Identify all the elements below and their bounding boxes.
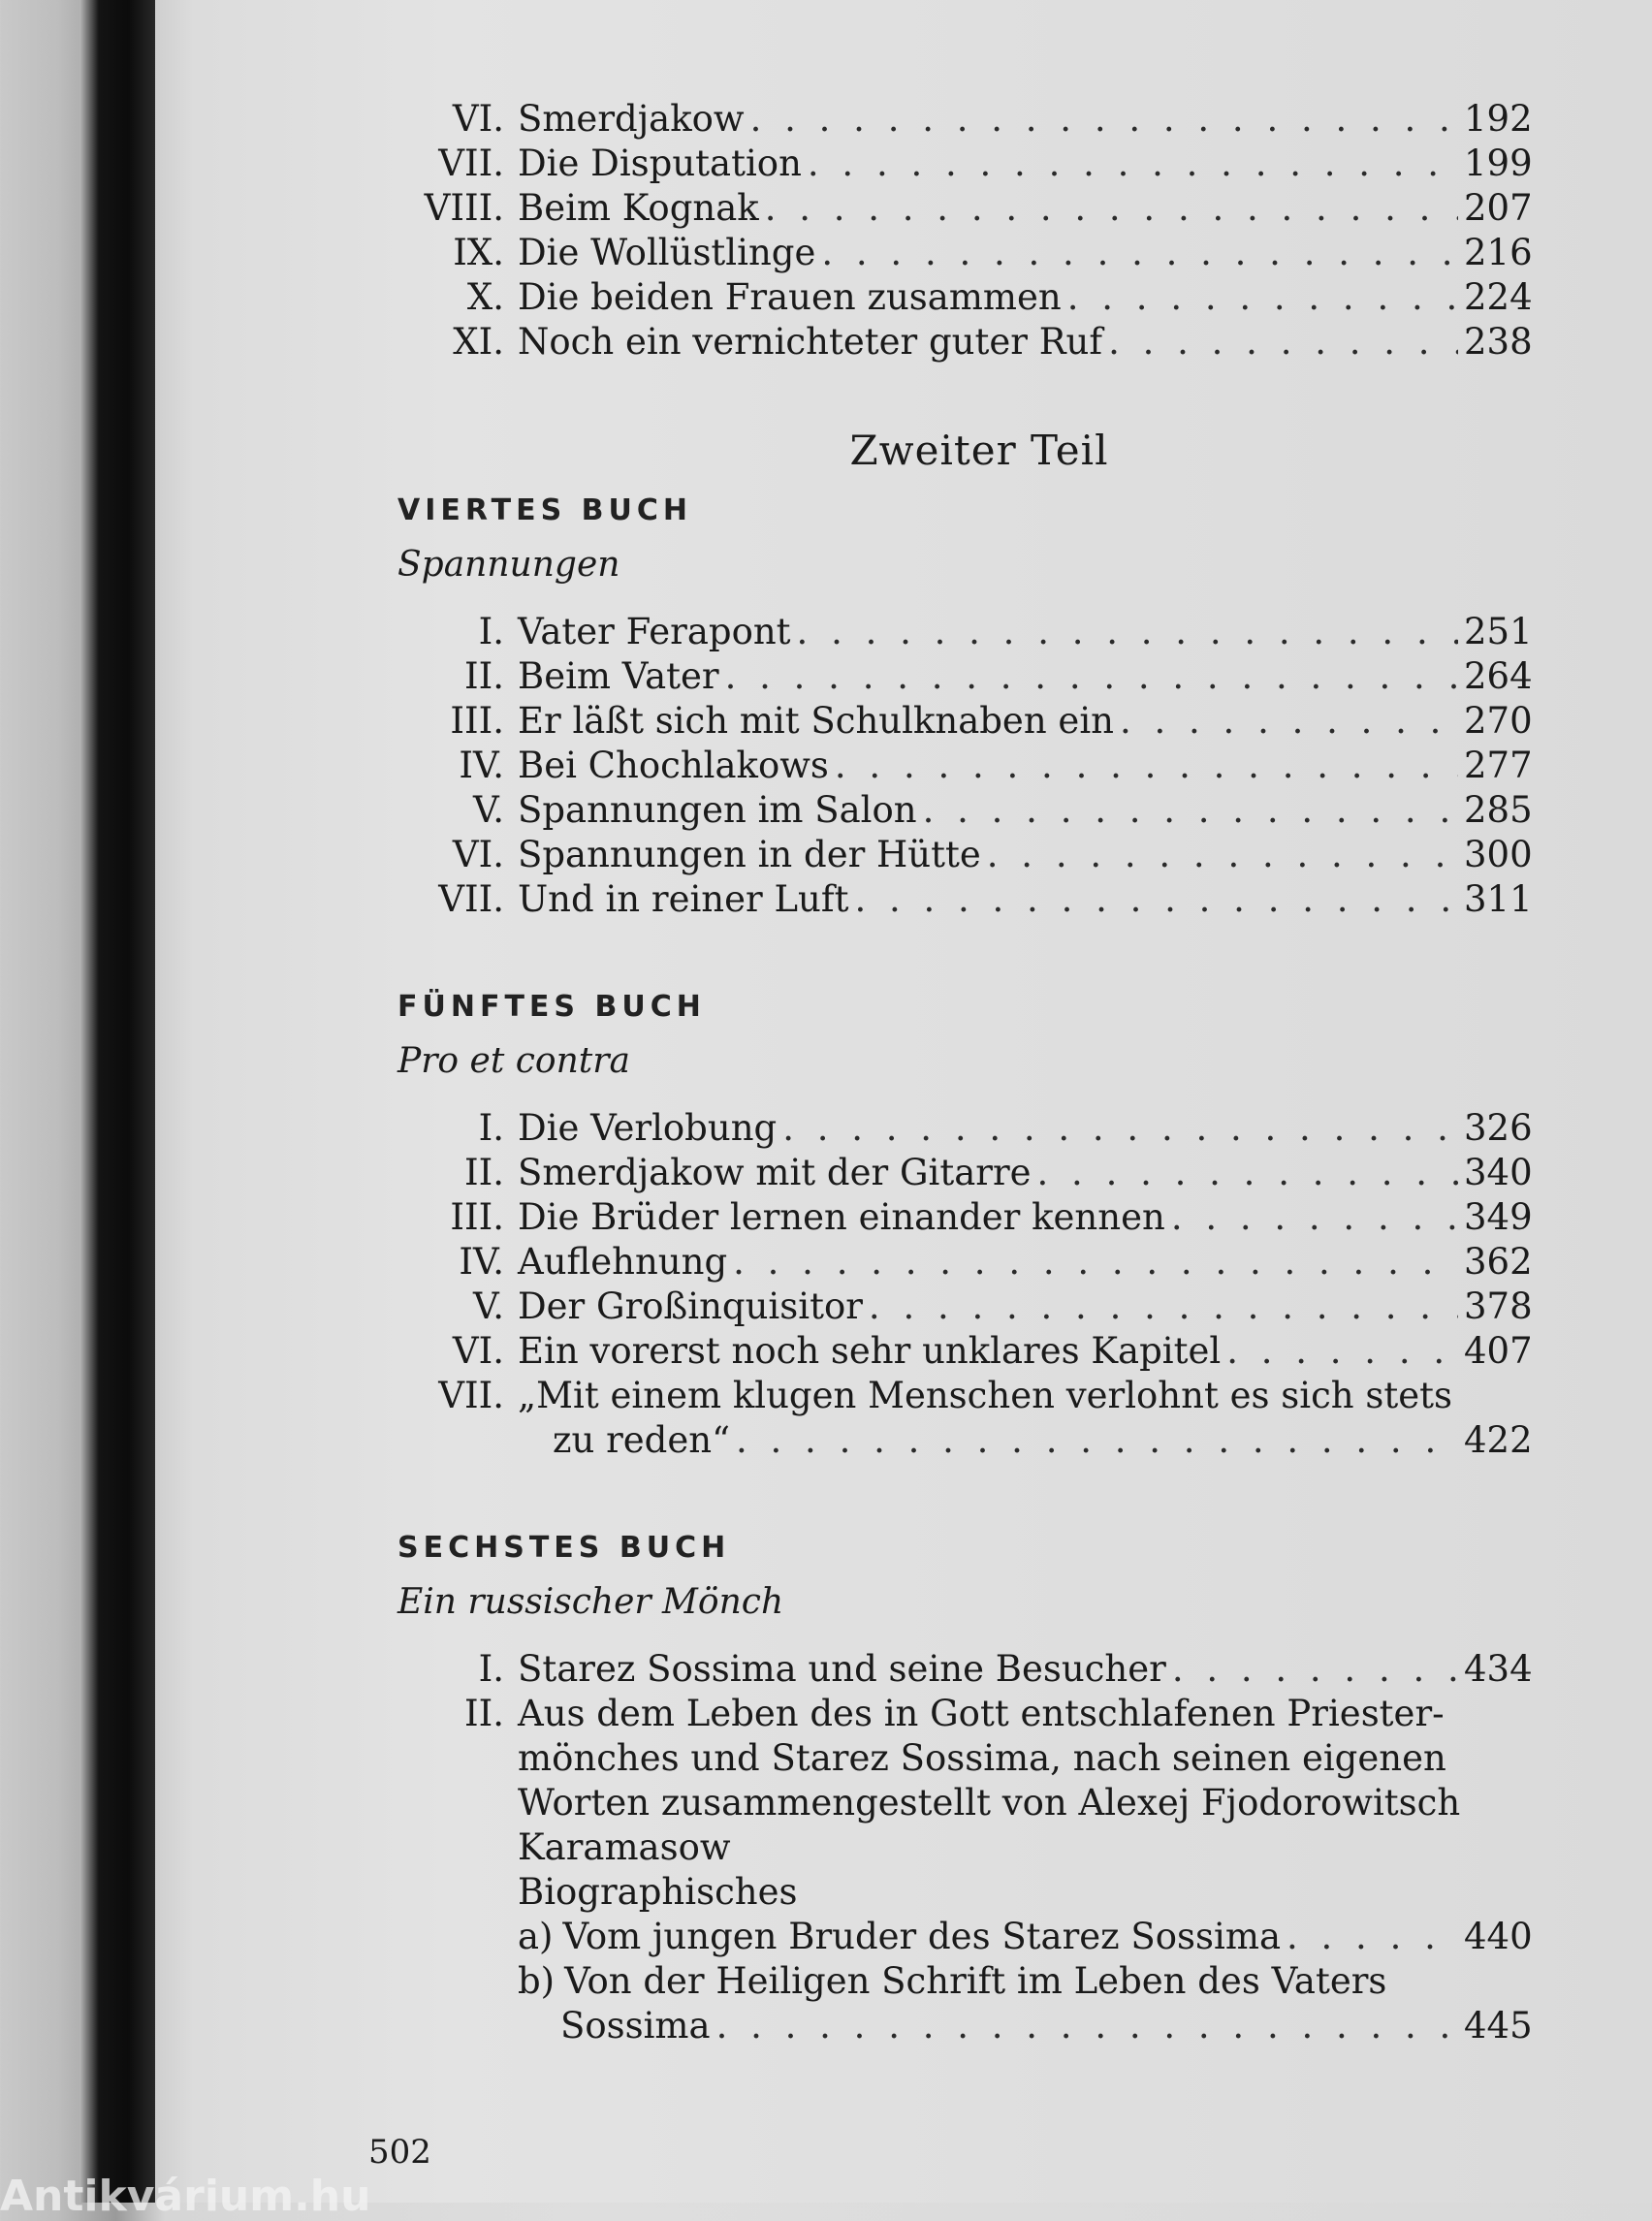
dot-leader	[835, 744, 1458, 788]
dot-leader	[750, 97, 1458, 142]
dot-leader	[765, 186, 1458, 231]
subsection-label: b)	[518, 1960, 556, 2002]
chapter-number: VII.	[438, 878, 504, 920]
chapter-title: Spannungen im Salon	[518, 789, 917, 831]
chapter-title: „Mit einem klugen Menschen verlohnt es sich stets	[518, 1375, 1452, 1416]
toc-entry	[397, 610, 1532, 654]
chapter-title: Starez Sossima und seine Besucher	[518, 1648, 1166, 1690]
page-number: 199	[1464, 143, 1533, 184]
page-number: 216	[1464, 232, 1533, 273]
chapter-number: IX.	[453, 232, 504, 273]
book-subtitle: Spannungen	[397, 545, 620, 585]
chapter-title: Er läßt sich mit Schulknaben ein	[518, 700, 1114, 742]
dot-leader	[854, 877, 1458, 922]
dot-leader	[1172, 1647, 1458, 1692]
chapter-title: Die beiden Frauen zusammen	[518, 276, 1062, 318]
toc-entry	[397, 186, 1532, 231]
chapter-number: I.	[478, 1648, 504, 1690]
page-number: 434	[1464, 1648, 1533, 1690]
toc-entry	[397, 654, 1532, 699]
subsection-title: Vom jungen Bruder des Starez Sossima	[562, 1916, 1282, 1957]
book-spine	[79, 0, 157, 2203]
dot-leader	[1287, 1915, 1458, 1959]
toc-entry	[397, 275, 1532, 320]
chapter-number: V.	[472, 789, 504, 831]
dot-leader	[1120, 699, 1458, 744]
chapter-number: IV.	[459, 1241, 504, 1283]
chapter-number: VIII.	[424, 187, 504, 229]
chapter-title: Die Disputation	[518, 143, 802, 184]
chapter-number: VI.	[452, 834, 504, 875]
chapter-title: Smerdjakow	[518, 98, 745, 140]
toc-entry	[397, 744, 1532, 788]
subsection-title: Von der Heiligen Schrift im Leben des Vaters	[564, 1960, 1387, 2002]
toc-entry	[397, 1374, 1532, 1418]
chapter-title: Ein vorerst noch sehr unklares Kapitel	[518, 1330, 1222, 1372]
page-number: 238	[1464, 321, 1533, 363]
chapter-number: I.	[478, 1107, 504, 1149]
dot-leader	[725, 654, 1458, 699]
chapter-number: X.	[466, 276, 504, 318]
page-number: 440	[1464, 1916, 1533, 1957]
dot-leader	[987, 833, 1458, 877]
chapter-title: Aus dem Leben des in Gott entschlafenen Priester-	[518, 1693, 1445, 1734]
toc-entry	[397, 877, 1532, 922]
book-title: VIERTES BUCH	[397, 493, 692, 527]
chapter-title: Bei Chochlakows	[518, 745, 829, 786]
chapter-title-line: mönches und Starez Sossima, nach seinen eigenen	[518, 1737, 1446, 1779]
toc-entry	[397, 833, 1532, 877]
page-number: 224	[1464, 276, 1533, 318]
watermark: Antikvárium.hu	[0, 2172, 371, 2221]
dot-leader	[797, 610, 1458, 654]
chapter-number: V.	[472, 1285, 504, 1327]
chapter-title: Vater Ferapont	[518, 611, 791, 652]
page-number: 422	[1464, 1419, 1533, 1461]
chapter-title: Beim Kognak	[518, 187, 759, 229]
toc-entry	[397, 1285, 1532, 1329]
dot-leader	[1037, 1151, 1458, 1195]
dot-leader	[782, 1106, 1458, 1151]
toc-entry	[397, 1195, 1532, 1240]
chapter-title: Beim Vater	[518, 655, 719, 697]
toc-entry	[397, 231, 1532, 275]
chapter-number: VI.	[452, 98, 504, 140]
dot-leader	[736, 1418, 1458, 1463]
page-number: 407	[1464, 1330, 1533, 1372]
page-number: 264	[1464, 655, 1533, 697]
page-number: 192	[1464, 98, 1533, 140]
chapter-title-line: Karamasow	[518, 1826, 731, 1868]
page-number: 207	[1464, 187, 1533, 229]
toc-entry-continuation	[397, 1418, 1532, 1463]
page-number: 378	[1464, 1285, 1533, 1327]
chapter-title: Smerdjakow mit der Gitarre	[518, 1152, 1032, 1193]
part-title: Zweiter Teil	[849, 427, 1109, 474]
page-number: 349	[1464, 1196, 1533, 1238]
chapter-number: II.	[464, 655, 504, 697]
dot-leader	[733, 1240, 1458, 1285]
page-number: 445	[1464, 2005, 1533, 2046]
toc-entry	[397, 1692, 1532, 1736]
chapter-title: Der Großinquisitor	[518, 1285, 863, 1327]
chapter-title: Die Brüder lernen einander kennen	[518, 1196, 1165, 1238]
page-number: 362	[1464, 1241, 1533, 1283]
toc-entry	[397, 1106, 1532, 1151]
subsection-label: a)	[518, 1916, 554, 1957]
page-number: 311	[1464, 878, 1533, 920]
page-number: 277	[1464, 745, 1533, 786]
dot-leader	[1171, 1195, 1458, 1240]
page-number: 326	[1464, 1107, 1533, 1149]
toc-entry	[397, 1647, 1532, 1692]
chapter-number: IV.	[459, 745, 504, 786]
first-block	[397, 97, 1532, 365]
book-title: SECHSTES BUCH	[397, 1531, 731, 1565]
chapter-number: VI.	[452, 1330, 504, 1372]
chapter-number: I.	[478, 611, 504, 652]
dot-leader	[716, 2004, 1458, 2048]
dot-leader	[1226, 1329, 1458, 1374]
toc-entry	[397, 1240, 1532, 1285]
book-section	[397, 990, 1532, 1463]
dot-leader	[1067, 275, 1458, 320]
dot-leader	[808, 142, 1458, 186]
chapter-title: Und in reiner Luft	[518, 878, 849, 920]
folio-page-number: 502	[368, 2133, 431, 2172]
chapter-title: Auflehnung	[518, 1241, 728, 1283]
dot-leader	[821, 231, 1458, 275]
toc-entry	[397, 699, 1532, 744]
toc-entry	[397, 1329, 1532, 1374]
page-number: 270	[1464, 700, 1533, 742]
chapter-title: Die Verlobung	[518, 1107, 778, 1149]
dot-leader	[1108, 320, 1458, 365]
table-of-contents	[397, 97, 1532, 2048]
toc-subentry	[397, 1915, 1532, 1959]
chapter-number: VII.	[438, 143, 504, 184]
chapter-number: II.	[464, 1693, 504, 1734]
dot-leader	[923, 788, 1458, 833]
chapter-number: III.	[450, 700, 504, 742]
dot-leader	[869, 1285, 1458, 1329]
page-number: 340	[1464, 1152, 1533, 1193]
chapter-number: II.	[464, 1152, 504, 1193]
toc-entry	[397, 1151, 1532, 1195]
page-number: 300	[1464, 834, 1533, 875]
page-number: 251	[1464, 611, 1533, 652]
chapter-title: Noch ein vernichteter guter Ruf	[518, 321, 1103, 363]
book-subtitle: Ein russischer Mönch	[397, 1582, 784, 1622]
book-title: FÜNFTES BUCH	[397, 990, 706, 1024]
chapter-title: zu reden“	[553, 1419, 730, 1461]
chapter-number: VII.	[438, 1375, 504, 1416]
chapter-title: Die Wollüstlinge	[518, 232, 816, 273]
book-section	[397, 493, 1532, 922]
chapter-title-line: Worten zusammengestellt von Alexej Fjodorowitsch	[518, 1782, 1461, 1824]
section-heading: Biographisches	[518, 1871, 798, 1913]
toc-entry	[397, 142, 1532, 186]
book-section	[397, 1531, 1532, 2048]
subsection-title: Sossima	[560, 2005, 711, 2046]
page-number: 285	[1464, 789, 1533, 831]
toc-entry	[397, 788, 1532, 833]
toc-entry	[397, 320, 1532, 365]
chapter-title: Spannungen in der Hütte	[518, 834, 981, 875]
chapter-number: III.	[450, 1196, 504, 1238]
chapter-number: XI.	[453, 321, 504, 363]
toc-entry	[397, 97, 1532, 142]
book-subtitle: Pro et contra	[397, 1041, 630, 1081]
toc-subentry	[397, 1959, 1532, 2004]
toc-subentry-continuation	[397, 2004, 1532, 2048]
